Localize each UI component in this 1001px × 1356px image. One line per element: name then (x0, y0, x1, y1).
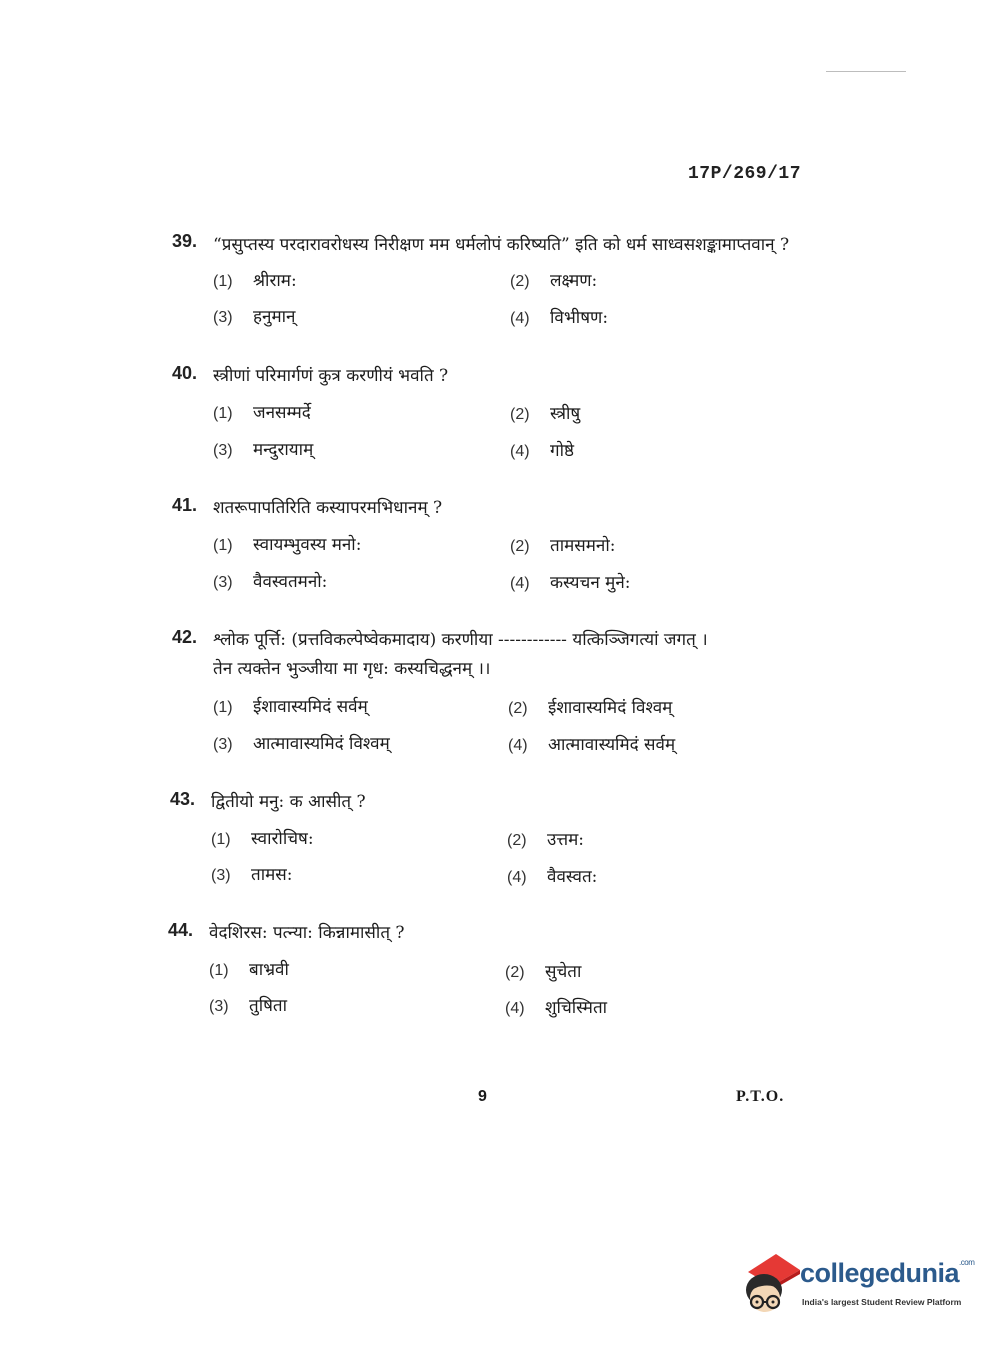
option-42-3 (213, 731, 390, 754)
option-39-1 (213, 268, 297, 291)
option-label: (1) (213, 273, 233, 290)
option-39-3 (213, 304, 295, 327)
option-40-4 (510, 438, 574, 461)
option-43-3 (211, 862, 292, 885)
option-label: (2) (507, 832, 527, 849)
option-41-3 (213, 569, 327, 592)
option-label: (3) (213, 309, 233, 326)
option-text: ईशावास्यमिदं विश्वम् (548, 698, 673, 718)
option-40-2 (510, 401, 580, 424)
option-label: (4) (510, 310, 530, 327)
option-39-4 (510, 305, 608, 328)
option-label: (3) (211, 867, 231, 884)
option-text: तामस: (251, 865, 293, 885)
option-label: (1) (213, 405, 233, 422)
mascot-icon (742, 1250, 800, 1322)
option-43-2 (507, 827, 584, 850)
option-text: उत्तम: (547, 830, 584, 850)
option-label: (2) (510, 538, 530, 555)
question-number-44: 44. (168, 920, 194, 940)
option-text: तामसमनो: (550, 536, 616, 556)
option-label: (2) (508, 700, 528, 717)
option-text: ईशावास्यमिदं सर्वम् (253, 697, 368, 717)
option-text: स्वायम्भुवस्य मनो: (253, 535, 362, 555)
question-text-39: “प्रसुप्तस्य परदारावरोधस्य निरीक्षण मम धर्मलोपं करिष्यति” इति को धर्म साध्वसशङ्कामाप्तवान् ? (213, 235, 790, 255)
option-41-4 (510, 570, 631, 593)
option-44-1 (209, 957, 289, 980)
option-text: आत्मावास्यमिदं सर्वम् (548, 735, 676, 755)
option-text: श्रीराम: (253, 271, 297, 291)
option-label: (4) (510, 575, 530, 592)
question-text-41: शतरूपापतिरिति कस्यापरमभिधानम् ? (213, 498, 443, 518)
question-text-40: स्त्रीणां परिमार्गणं कुत्र करणीयं भवति ? (213, 366, 449, 386)
option-text: शुचिस्मिता (545, 998, 608, 1018)
option-text: हनुमान् (253, 307, 296, 327)
option-44-2 (505, 959, 581, 982)
option-40-1 (213, 400, 311, 423)
option-label: (1) (213, 537, 233, 554)
option-text: वैवस्वतमनो: (253, 572, 328, 592)
option-label: (4) (508, 737, 528, 754)
option-label: (1) (209, 962, 229, 979)
option-text: कस्यचन मुने: (550, 573, 631, 593)
option-label: (3) (213, 736, 233, 753)
brand-tagline: India's largest Student Review Platform (802, 1297, 962, 1307)
option-44-3 (209, 993, 287, 1016)
paper-code: 17P/269/17 (688, 164, 802, 184)
option-text: बाभ्रवी (249, 960, 289, 980)
brand-domain: .com (959, 1258, 975, 1267)
option-text: सुचेता (545, 962, 582, 982)
option-text: तुषिता (249, 996, 288, 1016)
option-label: (2) (505, 964, 525, 981)
option-42-2 (508, 695, 672, 718)
option-41-1 (213, 532, 361, 555)
question-number-39: 39. (172, 231, 198, 251)
top-rule (826, 71, 906, 72)
question-number-41: 41. (172, 495, 198, 515)
page-number: 9 (478, 1088, 487, 1105)
option-42-1 (213, 694, 368, 717)
question-number-42: 42. (172, 627, 198, 647)
option-text: जनसम्मर्दे (253, 403, 311, 423)
question-text-44: वेदशिरस: पत्न्या: किन्नामासीत् ? (209, 923, 405, 943)
option-text: मन्दुरायाम् (253, 440, 314, 460)
option-label: (3) (209, 998, 229, 1015)
option-label: (4) (505, 1000, 525, 1017)
option-label: (2) (510, 406, 530, 423)
option-text: वैवस्वत: (547, 867, 598, 887)
option-39-2 (510, 268, 597, 291)
option-40-3 (213, 437, 313, 460)
option-text: लक्ष्मण: (550, 271, 598, 291)
question-number-43: 43. (170, 789, 196, 809)
option-text: विभीषण: (550, 308, 609, 328)
option-text: स्वारोचिष: (251, 829, 314, 849)
pto-label: P.T.O. (736, 1088, 785, 1105)
collegedunia-watermark (742, 1250, 975, 1322)
option-text: गोष्ठे (550, 441, 574, 461)
question-text-42-line-2: तेन त्यक्तेन भुञ्जीया मा गृध: कस्यचिद्धनम् ।। (213, 659, 491, 679)
option-43-1 (211, 826, 314, 849)
question-text-43: द्वितीयो मनु: क आसीत् ? (211, 792, 366, 812)
option-text: स्त्रीषु (550, 404, 581, 424)
option-44-4 (505, 995, 607, 1018)
option-label: (3) (213, 574, 233, 591)
option-label: (4) (507, 869, 527, 886)
option-42-4 (508, 732, 675, 755)
option-label: (1) (211, 831, 231, 848)
question-text-42-line-1: श्लोक पूर्त्ति: (प्रत्तविकल्पेष्वेकमादाय) करणीया ------------ यत्किञ्जिगत्यां जगत् । (213, 630, 708, 650)
option-41-2 (510, 533, 615, 556)
question-number-40: 40. (172, 363, 198, 383)
option-label: (4) (510, 443, 530, 460)
option-text: आत्मावास्यमिदं विश्वम् (253, 734, 390, 754)
option-label: (2) (510, 273, 530, 290)
brand-name: collegedunia$^{.com}$ (800, 1258, 975, 1288)
option-43-4 (507, 864, 597, 887)
option-label: (3) (213, 442, 233, 459)
option-label: (1) (213, 699, 233, 716)
